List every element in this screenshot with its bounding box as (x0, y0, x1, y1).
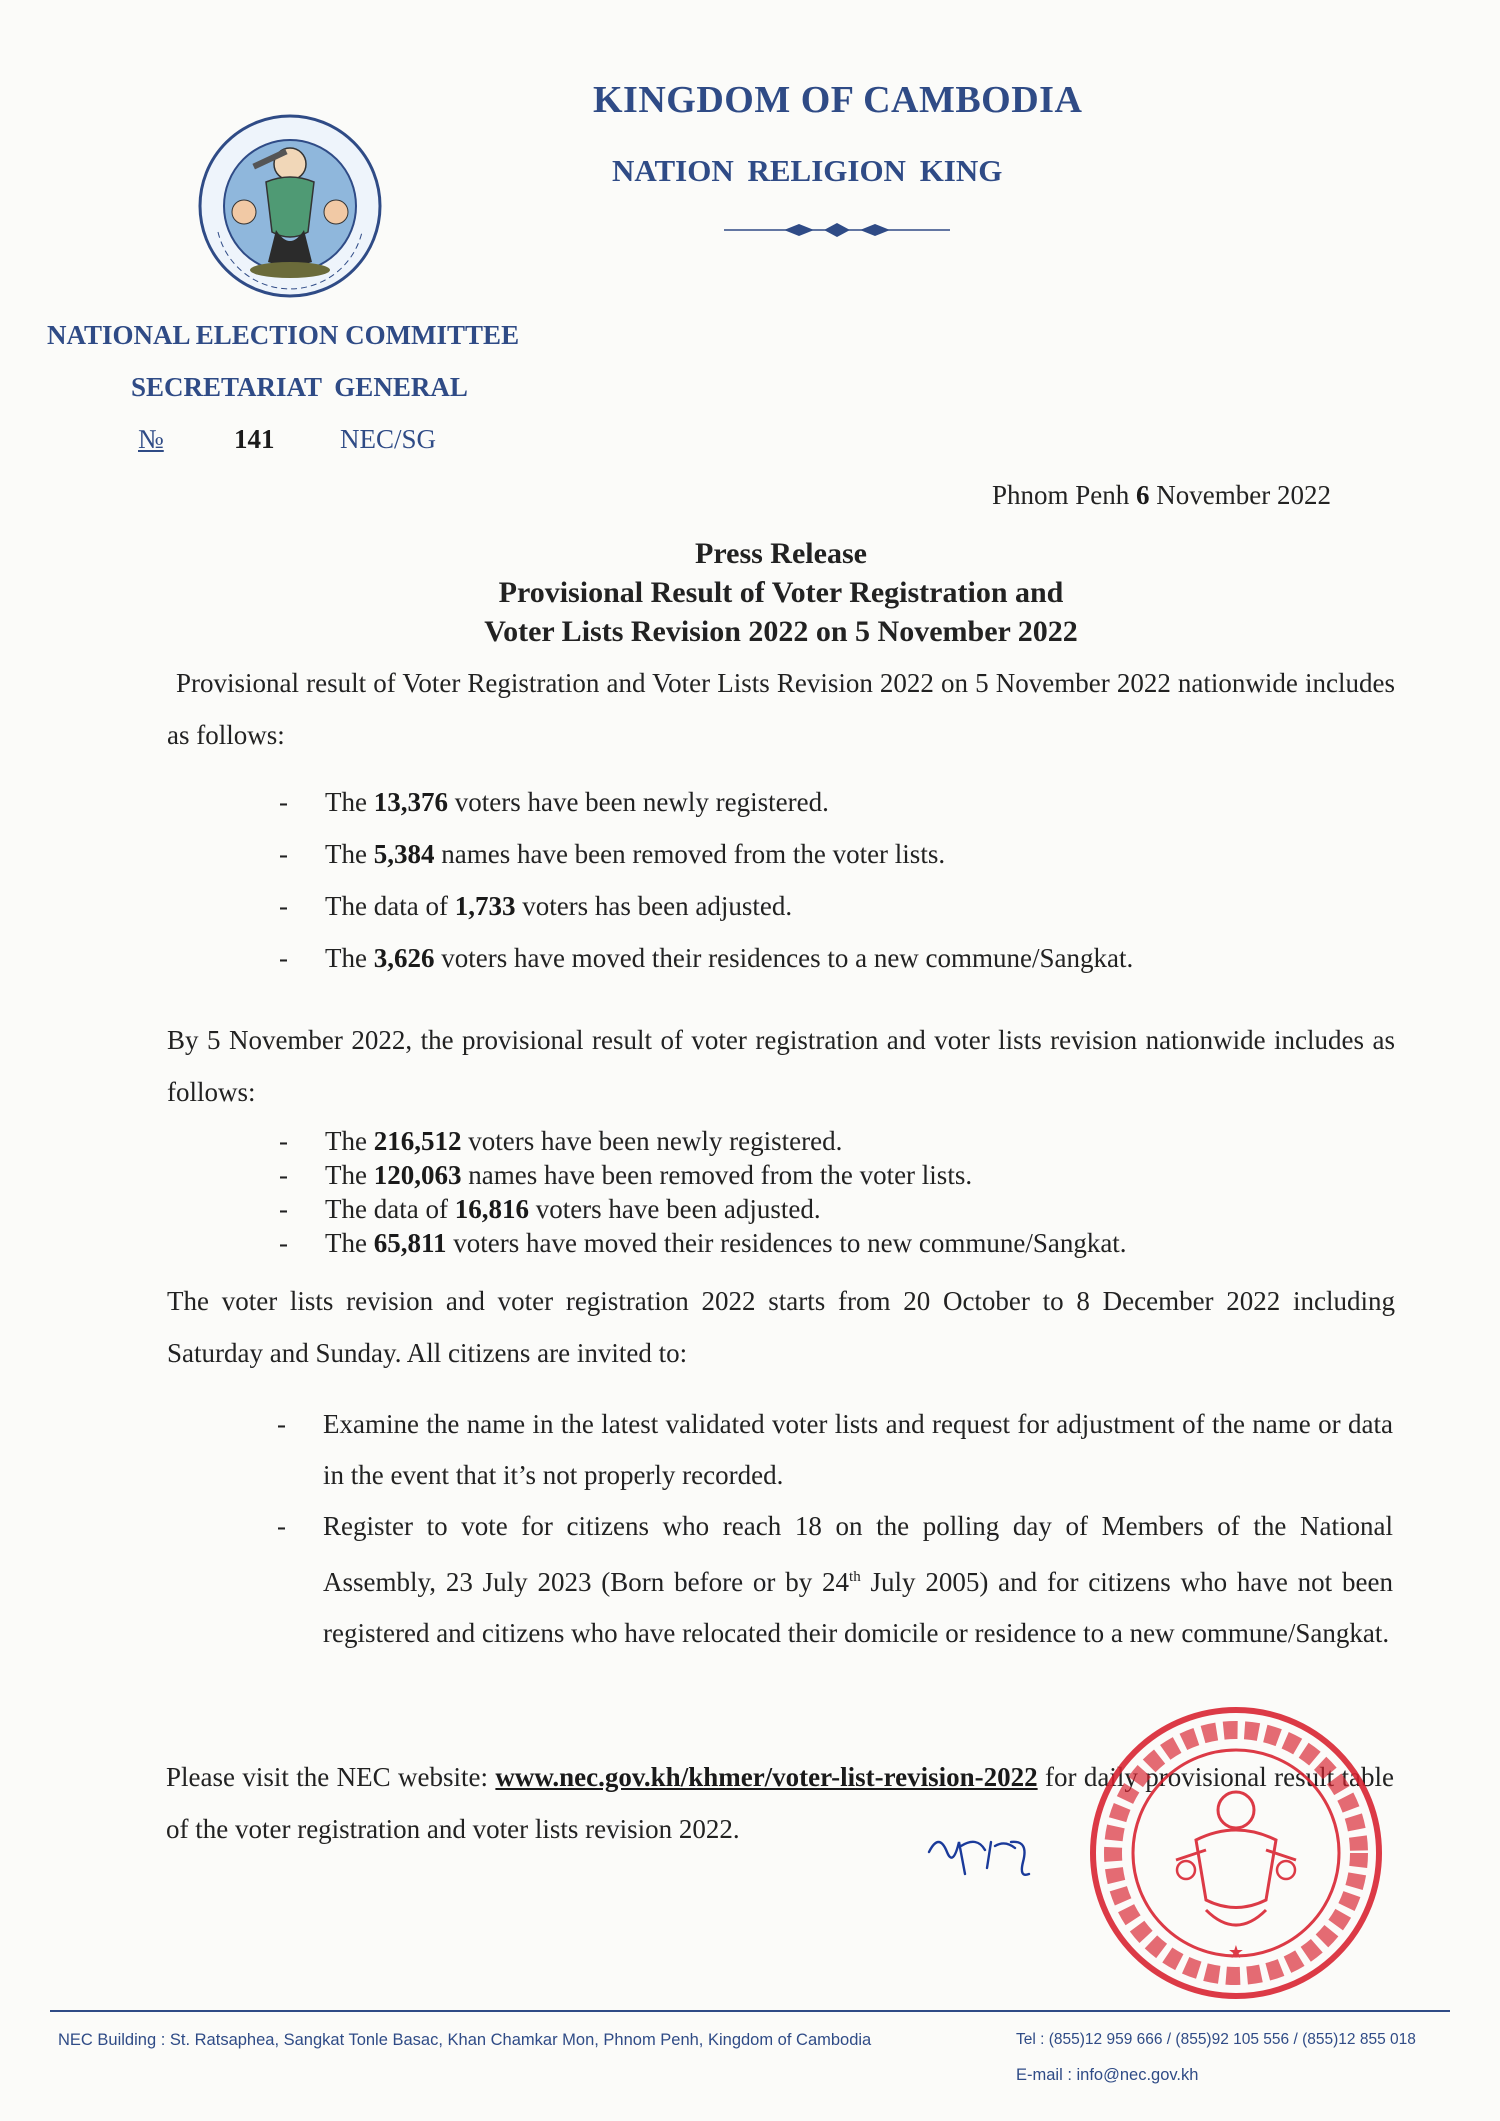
motto-heading: NATION RELIGION KING (612, 153, 1003, 188)
footer-phone: Tel : (855)12 959 666 / (855)92 105 556 / (855)12 855 018 (1016, 2031, 1416, 2048)
cumulative-paragraph: By 5 November 2022, the provisional result of voter registration and voter lists revision nationwide includes as follows: (167, 1025, 1395, 1107)
title-block (0, 534, 1500, 651)
ornament-divider (724, 222, 950, 238)
dept-heading: SECRETARIAT GENERAL (131, 372, 468, 402)
list-item: - The 13,376 voters have been newly registered. (279, 787, 829, 817)
cumulative-results-list (279, 1124, 1405, 1260)
footer-divider (50, 2010, 1450, 2012)
list-item: - The 65,811 voters have moved their residences to new commune/Sangkat. (279, 1228, 1127, 1258)
closing-paragraph: Please visit the NEC website: www.nec.gov.kh/khmer/voter-list-revision-2022 for daily provisional result table of the voter registration and voter lists revision 2022. (166, 1762, 1394, 1844)
list-item: - The data of 1,733 voters has been adjusted. (279, 891, 793, 921)
signature (925, 1812, 1045, 1882)
number-value: 141 (234, 424, 275, 454)
intro-paragraph: Provisional result of Voter Registration and Voter Lists Revision 2022 on 5 November 2022 nationwide includes as follows: (167, 668, 1395, 750)
dateline (992, 480, 1331, 511)
list-item: - Examine the name in the latest validated voter lists and request for adjustment of the name or data in the event that it’s not properly recorded. (277, 1409, 1393, 1490)
org-heading: NATIONAL ELECTION COMMITTEE (47, 320, 520, 350)
dateline-place: Phnom Penh (992, 480, 1137, 510)
number-code: NEC/SG (340, 424, 437, 454)
list-item: - The 120,063 names have been removed from the voter lists. (279, 1160, 973, 1190)
reference-number (138, 424, 437, 455)
title-press-release: Press Release (695, 537, 867, 570)
official-seal-stamp (1086, 1700, 1386, 2006)
invitation-list (277, 1399, 1393, 1659)
title-line-2: Provisional Result of Voter Registration and (498, 576, 1064, 609)
title-line-3: Voter Lists Revision 2022 on 5 November 2022 (484, 615, 1078, 648)
footer-address: NEC Building : St. Ratsaphea, Sangkat Tonle Basac, Khan Chamkar Mon, Phnom Penh, Kingdom of Cambodia (58, 2031, 872, 2049)
nec-emblem-logo (196, 112, 384, 300)
nec-website-link[interactable]: www.nec.gov.kh/khmer/voter-list-revision-2022 (495, 1762, 1038, 1792)
list-item: - The 216,512 voters have been newly registered. (279, 1126, 843, 1156)
daily-results-list (279, 776, 1405, 984)
kingdom-heading: KINGDOM OF CAMBODIA (593, 79, 1083, 121)
list-item: - Register to vote for citizens who reach 18 on the polling day of Members of the National Assembly, 23 July 2023 (Born before or by 24th July 2005) and for citizens who have not been registered and citizens who have relocated their domicile or residence to a new commune/Sangkat. (277, 1511, 1393, 1648)
number-label: № (138, 424, 164, 454)
list-item: - The data of 16,816 voters have been adjusted. (279, 1194, 821, 1224)
campaign-paragraph: The voter lists revision and voter registration 2022 starts from 20 October to 8 December 2022 including Saturday and Sunday. All citizens are invited to: (167, 1286, 1395, 1368)
list-item: - The 5,384 names have been removed from the voter lists. (279, 839, 946, 869)
footer-email: E-mail : info@nec.gov.kh (1016, 2066, 1199, 2084)
list-item: - The 3,626 voters have moved their residences to a new commune/Sangkat. (279, 943, 1134, 973)
svg-text:★: ★ (1227, 1942, 1245, 1963)
dateline-month-year: November 2022 (1149, 480, 1331, 510)
dateline-day: 6 (1136, 480, 1150, 510)
